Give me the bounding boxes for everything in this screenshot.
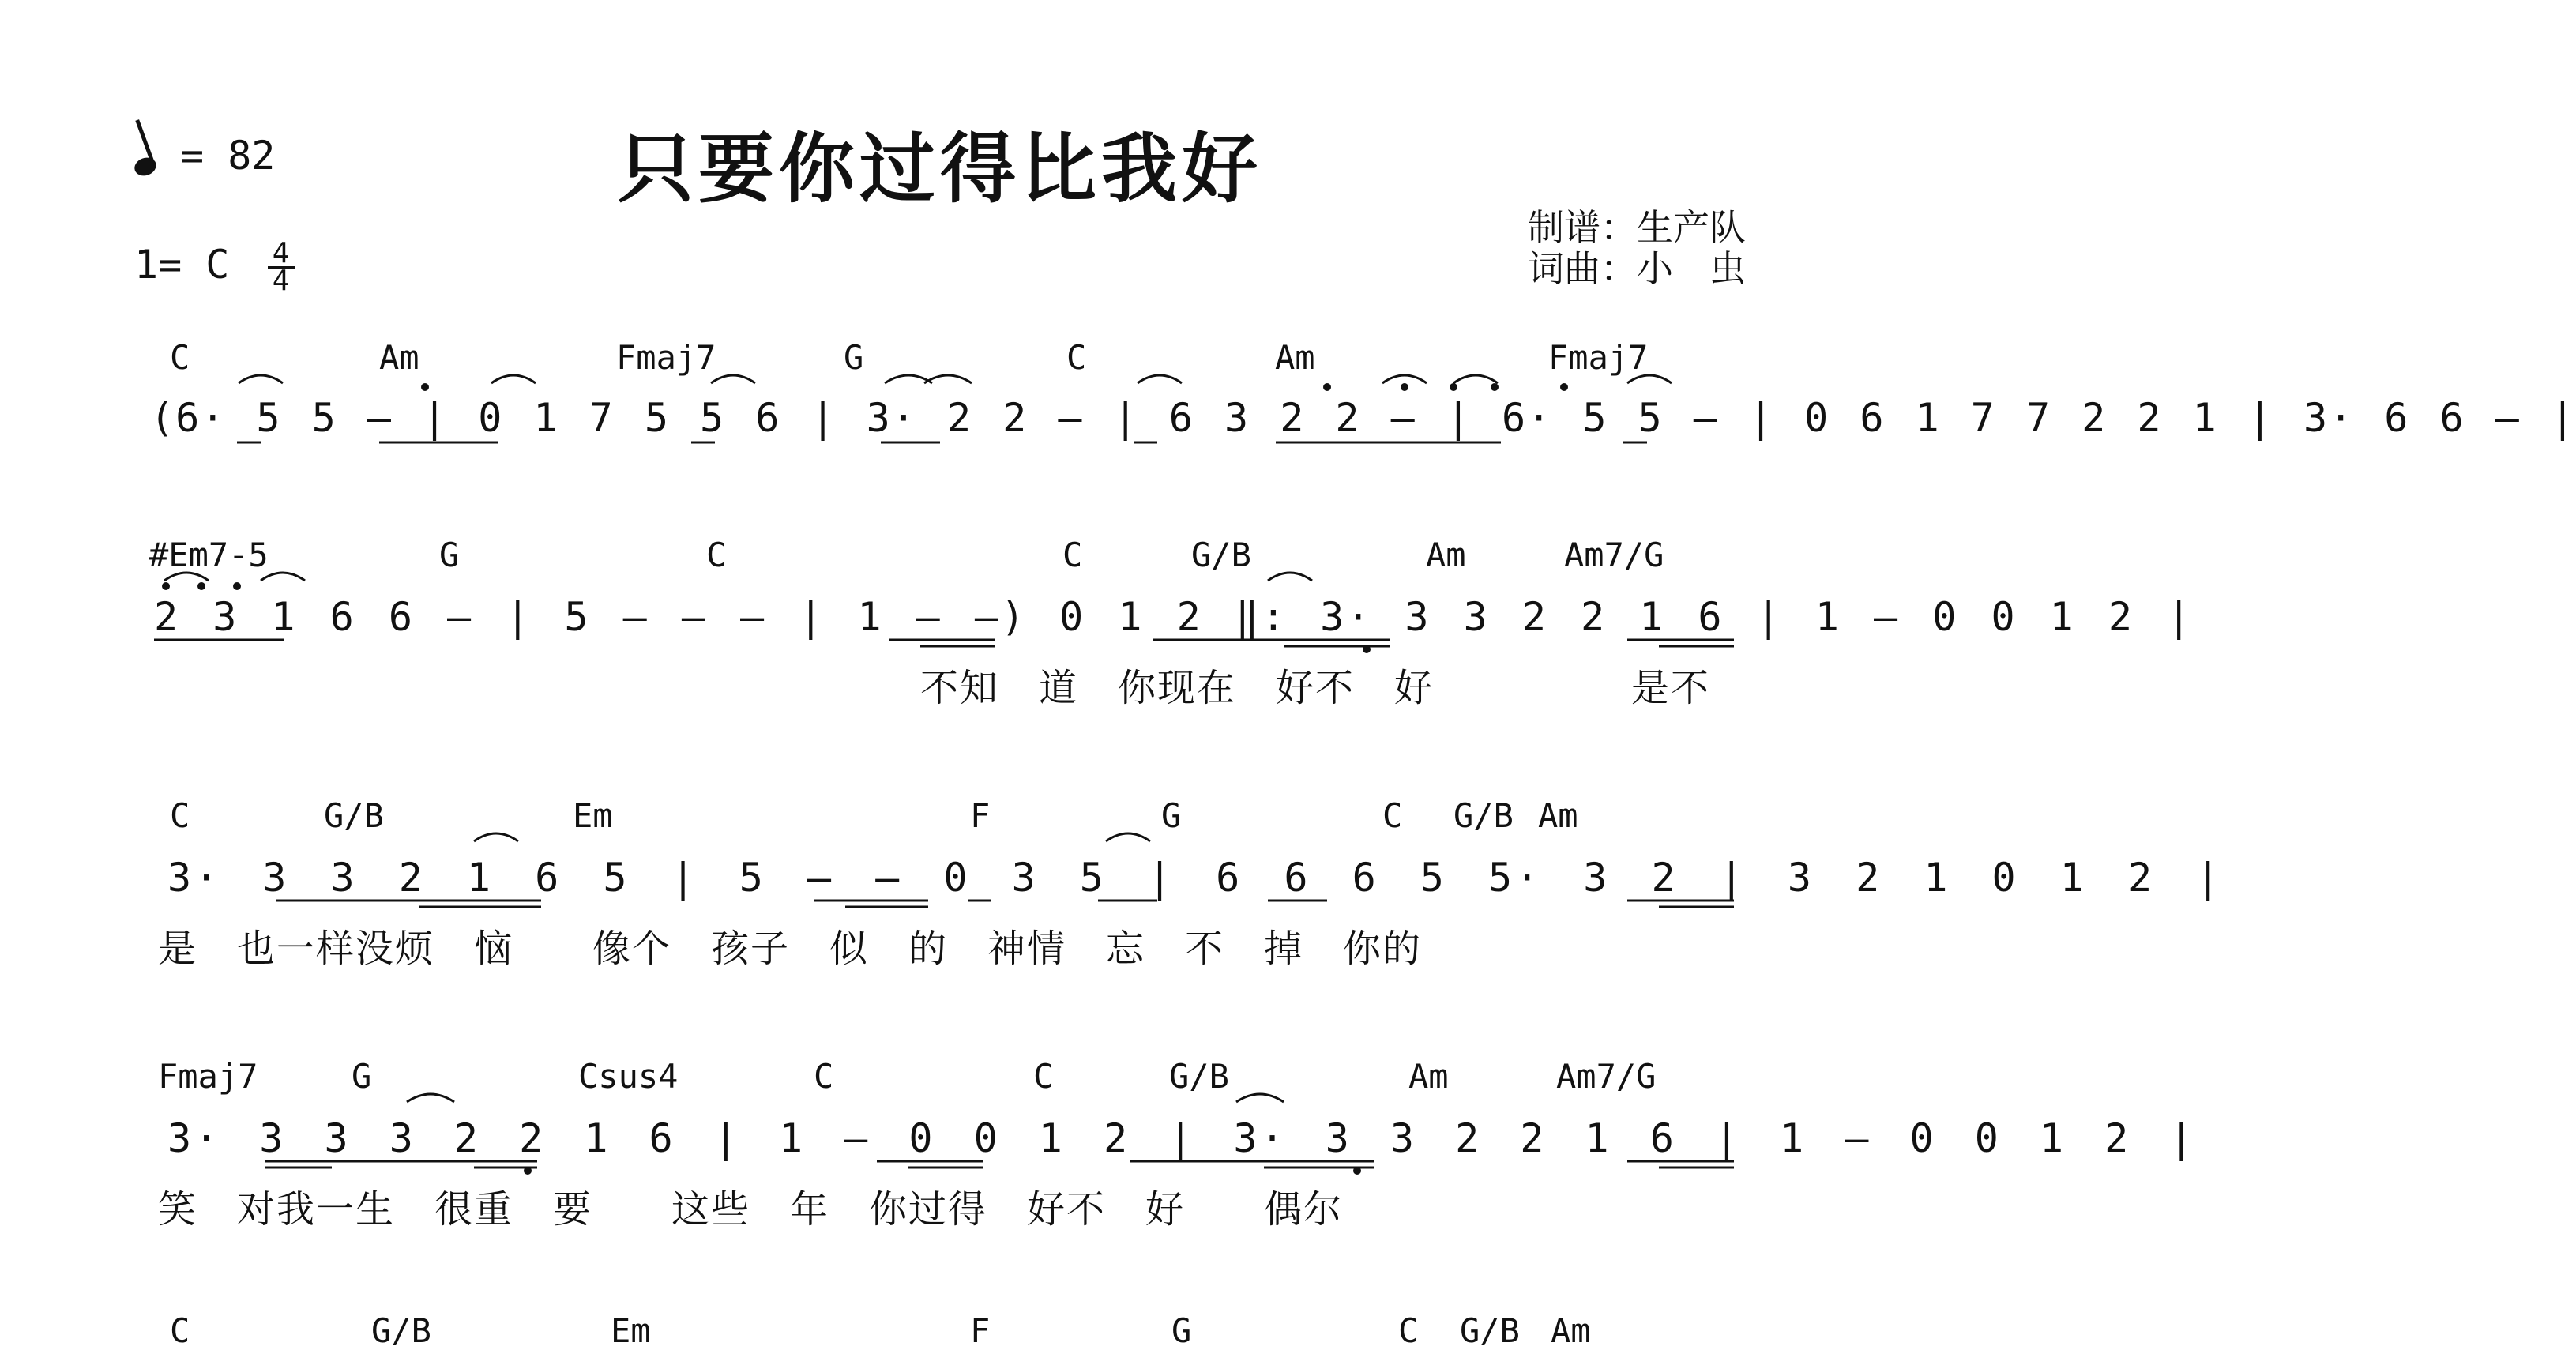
tempo-text: = 82 <box>180 133 276 179</box>
chord: Am <box>1426 536 1466 574</box>
chord: C <box>1062 536 1083 574</box>
song-title: 只要你过得比我好 <box>618 125 1262 213</box>
chord: F <box>970 1311 991 1350</box>
time-top: 4 <box>272 237 290 269</box>
chord: G <box>1171 1311 1192 1350</box>
lyrics-row: 是 也一样没烦 恼 像个 孩子 似 的 神情 忘 不 掉 你的 <box>158 927 1423 971</box>
chord: Csus4 <box>578 1057 679 1096</box>
notation-row: (6· 5 5 — | 0 1 7 5 5 6 | 3· 2 2 — | 6 3 2 2 — | 6· 5 5 — | 0 6 1 7 7 2 2 1 | 3· 6 6 — | <box>150 395 2576 441</box>
chord: Am7/G <box>1556 1057 1657 1096</box>
chord: G <box>844 338 864 377</box>
chord: G <box>1161 796 1182 835</box>
chord: Fmaj7 <box>158 1057 258 1096</box>
chord: C <box>1398 1311 1419 1350</box>
chord: C <box>170 1311 190 1350</box>
chord: G/B <box>1169 1057 1229 1096</box>
chord: G/B <box>324 796 384 835</box>
chord: G/B <box>1460 1311 1520 1350</box>
chord: C <box>170 338 190 377</box>
notation-row: 3· 3 3 3 2 2 1 6 | 1 — 0 0 1 2 | 3· 3 3 2 2 1 6 | 1 — 0 0 1 2 | <box>167 1115 2197 1161</box>
chord: F <box>970 796 991 835</box>
chord: Fmaj7 <box>1548 338 1649 377</box>
notation-row: 2 3 1 6 6 — | 5 — — — | 1 — —) 0 1 2 ‖: 3· 3 3 2 2 1 6 | 1 — 0 0 1 2 | <box>154 594 2194 640</box>
chord: Am <box>1275 338 1315 377</box>
lyrics-row: 不知 道 你现在 好不 好 是不 <box>920 666 1711 710</box>
chord: C <box>1066 338 1087 377</box>
chord: Em <box>573 796 613 835</box>
arranger-credit: 制谱：生产队 <box>1528 206 1746 249</box>
chord: C <box>706 536 727 574</box>
chord: Am <box>1408 1057 1449 1096</box>
chord: C <box>814 1057 834 1096</box>
time-bottom: 4 <box>272 265 290 297</box>
chord: Am <box>1538 796 1578 835</box>
chord: C <box>1033 1057 1054 1096</box>
chord: Am7/G <box>1564 536 1664 574</box>
chord: C <box>1382 796 1403 835</box>
chord: G <box>352 1057 372 1096</box>
chord: C <box>170 796 190 835</box>
lyrics-music-credit: 词曲：小 虫 <box>1528 247 1746 290</box>
chord: G/B <box>1453 796 1514 835</box>
chord: #Em7-5 <box>149 536 269 574</box>
chord: Am <box>1551 1311 1591 1350</box>
chord: G/B <box>1191 536 1251 574</box>
chord: Fmaj7 <box>616 338 716 377</box>
key-text: 1= C <box>134 242 230 288</box>
notation-row: 3· 3 3 2 1 6 5 | 5 — — 0 3 5 | 6 6 6 5 5· 3 2 | 3 2 1 0 1 2 | <box>167 855 2224 901</box>
chord: G <box>439 536 460 574</box>
lyrics-row: 笑 对我一生 很重 要 这些 年 你过得 好不 好 偶尔 <box>158 1187 1344 1232</box>
chord: Am <box>379 338 419 377</box>
chord: G/B <box>371 1311 431 1350</box>
chord: Em <box>611 1311 651 1350</box>
